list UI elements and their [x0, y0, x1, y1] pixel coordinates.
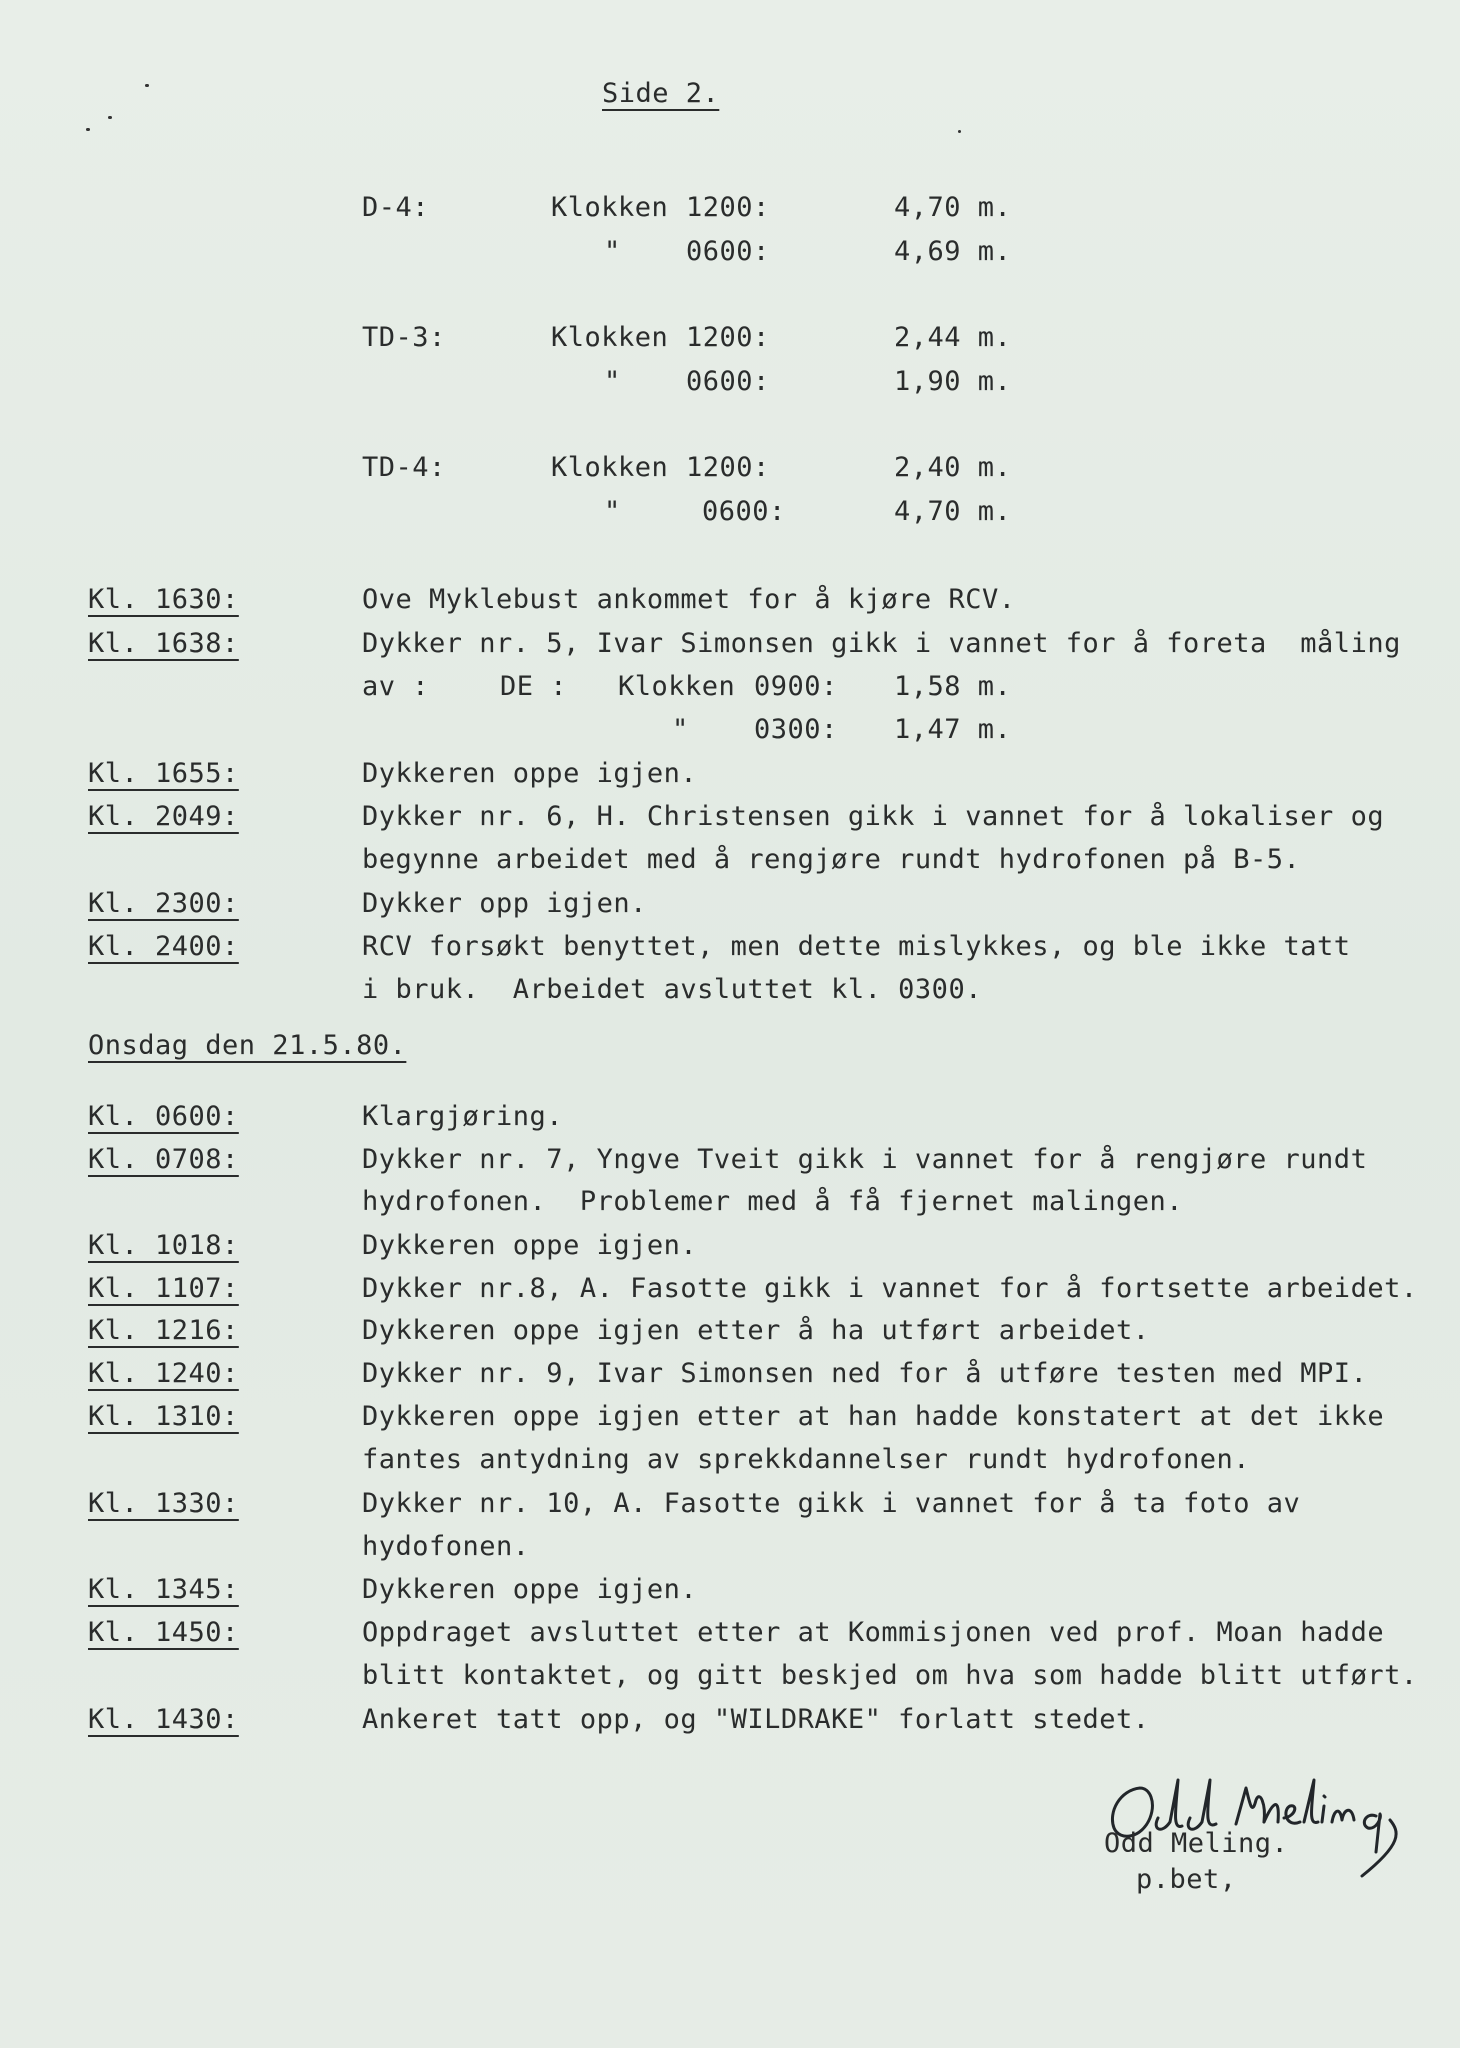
day-heading: Onsdag den 21.5.80. [88, 1030, 407, 1061]
log-text: Dykkeren oppe igjen. [362, 758, 698, 789]
time-value: 0600: [686, 366, 770, 397]
time-value: 0600: [686, 236, 770, 267]
time-label: Klokken [551, 192, 669, 223]
measurement-label: TD-3: [362, 322, 446, 353]
log-time: Kl. 1216: [88, 1315, 239, 1346]
log-time: Kl. 0708: [88, 1144, 239, 1175]
log-text: Dykker nr. 5, Ivar Simonsen gikk i vannet for å foreta måling [362, 628, 1401, 659]
log-time: Kl. 1655: [88, 758, 239, 789]
log-time: Kl. 1630: [88, 584, 239, 615]
depth-value: 2,44 m. [894, 322, 1012, 353]
log-text: Dykkeren oppe igjen. [362, 1574, 698, 1605]
log-time: Kl. 1450: [88, 1617, 239, 1648]
ditto-mark: " [604, 366, 621, 397]
depth-value: 1,90 m. [894, 366, 1012, 397]
log-time: Kl. 0600: [88, 1101, 239, 1132]
depth-value: 4,69 m. [894, 236, 1012, 267]
ink-speck [108, 116, 112, 119]
log-text: Dykkeren oppe igjen etter at han hadde konstatert at det ikke [362, 1401, 1385, 1432]
log-time: Kl. 1345: [88, 1574, 239, 1605]
time-value: 0300: [754, 714, 838, 745]
log-text: Klargjøring. [362, 1101, 564, 1132]
log-time: Kl. 1018: [88, 1230, 239, 1261]
time-label: Klokken [551, 322, 669, 353]
log-text: Dykkeren oppe igjen etter å ha utført arbeidet. [362, 1315, 1150, 1346]
time-label: Klokken [551, 452, 669, 483]
log-text: Dykker nr.8, A. Fasotte gikk i vannet for å fortsette arbeidet. [362, 1273, 1418, 1304]
log-text: Dykker nr. 7, Yngve Tveit gikk i vannet for å rengjøre rundt [362, 1144, 1368, 1175]
page-title: Side 2. [602, 78, 720, 109]
measurement-label: TD-4: [362, 452, 446, 483]
log-text: begynne arbeidet med å rengjøre rundt hydrofonen på B-5. [362, 844, 1301, 875]
log-time: Kl. 1310: [88, 1401, 239, 1432]
sub-measure-prefix: av : [362, 671, 430, 702]
log-text: Ove Myklebust ankommet for å kjøre RCV. [362, 584, 1016, 615]
log-text: Oppdraget avsluttet etter at Kommisjonen ved prof. Moan hadde [362, 1617, 1385, 1648]
log-text: blitt kontaktet, og gitt beskjed om hva som hadde blitt utført. [362, 1660, 1418, 1691]
ink-speck [86, 128, 90, 131]
log-time: Kl. 1107: [88, 1273, 239, 1304]
log-text: Dykkeren oppe igjen. [362, 1230, 698, 1261]
log-text: hydrofonen. Problemer med å få fjernet malingen. [362, 1186, 1184, 1217]
time-label: Klokken [618, 671, 736, 702]
ink-speck [958, 130, 961, 133]
log-text: Dykker nr. 10, A. Fasotte gikk i vannet for å ta foto av [362, 1488, 1301, 1519]
measurement-label: D-4: [362, 192, 430, 223]
log-text: i bruk. Arbeidet avsluttet kl. 0300. [362, 974, 982, 1005]
log-text: hydofonen. [362, 1531, 530, 1562]
ditto-mark: " [604, 236, 621, 267]
log-text: RCV forsøkt benyttet, men dette mislykkes, og ble ikke tatt [362, 931, 1351, 962]
log-time: Kl. 2400: [88, 931, 239, 962]
depth-value: 4,70 m. [894, 496, 1012, 527]
log-time: Kl. 1638: [88, 628, 239, 659]
depth-value: 2,40 m. [894, 452, 1012, 483]
ink-speck [145, 84, 149, 87]
time-value: 1200: [686, 192, 770, 223]
ditto-mark: " [604, 496, 621, 527]
log-text: Ankeret tatt opp, og "WILDRAKE" forlatt stedet. [362, 1704, 1150, 1735]
log-text: Dykker nr. 9, Ivar Simonsen ned for å utføre testen med MPI. [362, 1358, 1368, 1389]
ditto-mark: " [672, 714, 689, 745]
sub-measure-label: DE : [500, 671, 568, 702]
signer-name: Odd Meling. [1104, 1828, 1289, 1859]
log-text: Dykker opp igjen. [362, 888, 647, 919]
handwritten-signature [1100, 1760, 1430, 1880]
log-text: fantes antydning av sprekkdannelser rundt hydrofonen. [362, 1444, 1251, 1475]
depth-value: 1,58 m. [894, 671, 1012, 702]
log-text: Dykker nr. 6, H. Christensen gikk i vannet for å lokaliser og [362, 801, 1385, 832]
time-value: 1200: [686, 322, 770, 353]
time-value: 1200: [686, 452, 770, 483]
time-value: 0900: [754, 671, 838, 702]
log-time: Kl. 1430: [88, 1704, 239, 1735]
depth-value: 1,47 m. [894, 714, 1012, 745]
log-time: Kl. 2049: [88, 801, 239, 832]
signer-title: p.bet, [1136, 1864, 1237, 1895]
time-value: 0600: [702, 496, 786, 527]
log-time: Kl. 1240: [88, 1358, 239, 1389]
log-time: Kl. 1330: [88, 1488, 239, 1519]
log-time: Kl. 2300: [88, 888, 239, 919]
depth-value: 4,70 m. [894, 192, 1012, 223]
